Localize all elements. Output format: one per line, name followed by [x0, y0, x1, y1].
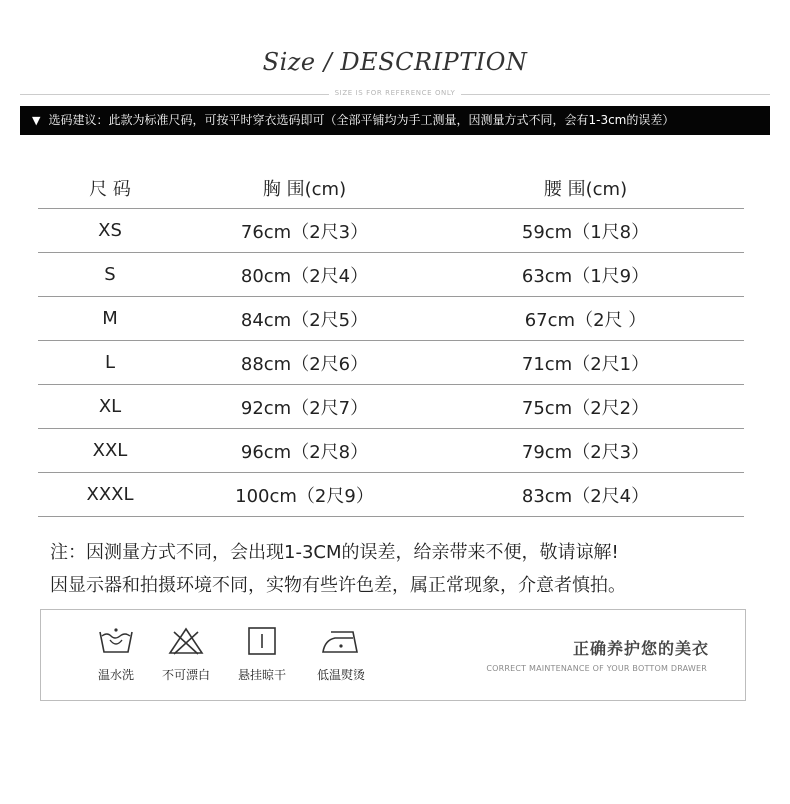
header-chest: 胸 围(cm) — [182, 167, 427, 209]
care-item-dry — [227, 626, 297, 683]
care-item-wash — [81, 626, 151, 683]
chest-cell: 88cm（2尺6） — [182, 341, 427, 385]
low-iron-icon — [317, 626, 365, 656]
warm-water-wash-icon — [96, 626, 136, 656]
chest-cell: 96cm（2尺8） — [182, 429, 427, 473]
care-item-bleach — [151, 626, 221, 683]
care-title: 正确养护您的美衣 — [572, 639, 709, 658]
waist-cell: 75cm（2尺2） — [427, 385, 744, 429]
size-cell: M — [38, 297, 182, 341]
chest-cell: 76cm（2尺3） — [182, 209, 427, 253]
waist-cell: 71cm（2尺1） — [427, 341, 744, 385]
size-table — [38, 167, 744, 517]
table-row — [38, 473, 744, 517]
care-subtitle: CORRECT MAINTENANCE OF YOUR BOTTOM DRAWER — [486, 664, 707, 673]
waist-cell: 59cm（1尺8） — [427, 209, 744, 253]
size-cell: XXXL — [38, 473, 182, 517]
size-cell: XXL — [38, 429, 182, 473]
waist-cell: 63cm（1尺9） — [427, 253, 744, 297]
chest-cell: 80cm（2尺4） — [182, 253, 427, 297]
table-row — [38, 341, 744, 385]
header-waist: 腰 围(cm) — [427, 167, 744, 209]
note-line: 注：因测量方式不同，会出现1-3CM的误差，给亲带来不便，敬请谅解! — [50, 542, 619, 563]
size-cell: L — [38, 341, 182, 385]
care-label: 低温熨烫 — [316, 668, 365, 682]
table-row — [38, 297, 744, 341]
care-panel — [40, 609, 746, 701]
table-row — [38, 209, 744, 253]
care-label: 温水洗 — [97, 668, 134, 682]
chest-cell: 100cm（2尺9） — [182, 473, 427, 517]
notes — [50, 536, 770, 602]
size-cell: S — [38, 253, 182, 297]
table-row — [38, 385, 744, 429]
chest-cell: 84cm（2尺5） — [182, 297, 427, 341]
triangle-down-icon: ▼ — [32, 114, 41, 127]
header-size: 尺 码 — [38, 167, 182, 209]
waist-cell: 83cm（2尺4） — [427, 473, 744, 517]
table-row — [38, 253, 744, 297]
waist-cell: 79cm（2尺3） — [427, 429, 744, 473]
care-item-iron — [306, 626, 376, 683]
table-header-row — [38, 167, 744, 209]
size-cell: XS — [38, 209, 182, 253]
page-title: Size / DESCRIPTION — [262, 48, 528, 76]
notice-banner — [20, 106, 770, 135]
hang-dry-icon — [242, 626, 282, 656]
care-label: 悬挂晾干 — [237, 668, 286, 682]
subtitle: SIZE IS FOR REFERENCE ONLY — [329, 89, 462, 97]
table-row — [38, 429, 744, 473]
notice-text: 选码建议：此款为标准尺码，可按平时穿衣选码即可（全部平铺均为手工测量，因测量方式不同，会有1-3cm的误差） — [48, 113, 675, 127]
note-line: 因显示器和拍摄环境不同，实物有些许色差，属正常现象，介意者慎拍。 — [50, 575, 626, 596]
no-bleach-icon — [166, 626, 206, 656]
care-label: 不可漂白 — [161, 668, 210, 682]
size-cell: XL — [38, 385, 182, 429]
subtitle-container — [0, 89, 790, 97]
chest-cell: 92cm（2尺7） — [182, 385, 427, 429]
waist-cell: 67cm（2尺 ） — [427, 297, 744, 341]
